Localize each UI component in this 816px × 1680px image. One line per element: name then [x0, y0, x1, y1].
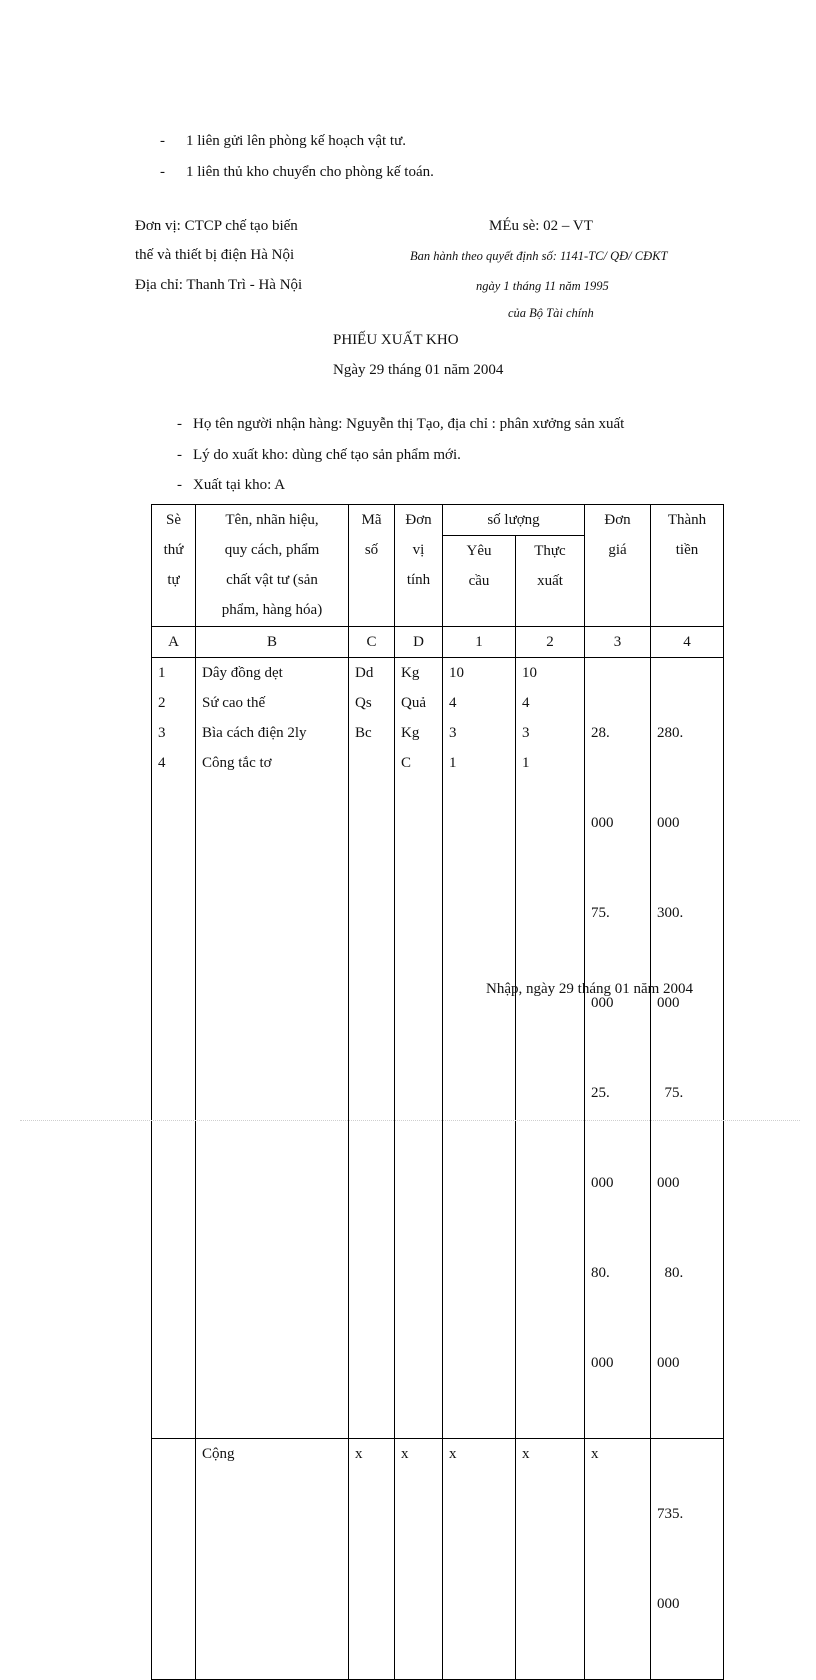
col-number-2: 2: [516, 627, 585, 658]
header-row-1: [152, 505, 724, 536]
item-price-line: 75.: [591, 905, 610, 921]
item-stt: 1: [158, 665, 166, 681]
item-price-line: 25.: [591, 1085, 610, 1101]
sum-label: Cộng: [196, 1439, 349, 1680]
sum-unit-x: x: [395, 1439, 443, 1680]
form-code: MÉu sè: 02 – VT: [489, 218, 593, 234]
item-name: Công tắc tơ: [202, 755, 272, 771]
page-bottom-divider: [20, 1120, 800, 1121]
sum-row: [152, 1439, 724, 1680]
bullet-dash-1: -: [160, 133, 165, 149]
header-actual: Thực xuất: [516, 536, 585, 627]
item-requested: 1: [449, 755, 457, 771]
header-unit: Đơn vị tính: [395, 505, 443, 627]
item-total-line: 000: [657, 1355, 680, 1371]
items-code-cell: [349, 658, 395, 1439]
item-actual: 4: [522, 695, 530, 711]
item-requested: 10: [449, 665, 464, 681]
item-price-line: 000: [591, 1355, 614, 1371]
items-actual-cell: [516, 658, 585, 1439]
item-name: Dây đồng dẹt: [202, 665, 283, 681]
bullet-dash-2: -: [160, 164, 165, 180]
sum-stt-cell: [152, 1439, 196, 1680]
header-code: Mã số: [349, 505, 395, 627]
item-unit: Kg: [401, 725, 420, 741]
item-code: Dd: [355, 665, 374, 681]
info-warehouse: Xuất tại kho: A: [193, 477, 286, 493]
sum-total-line: 000: [657, 1596, 680, 1612]
items-name-cell: [196, 658, 349, 1439]
header-total: Thành tiền: [651, 505, 724, 627]
header-stt: Sè thứ tự: [152, 505, 196, 627]
item-total-line: 000: [657, 815, 680, 831]
col-number-3: 3: [585, 627, 651, 658]
sum-total-line: 735.: [657, 1506, 684, 1522]
item-actual: 10: [522, 665, 537, 681]
sum-total-cell: [651, 1439, 724, 1680]
item-total-line: 280.: [657, 725, 684, 741]
items-stt-cell: [152, 658, 196, 1439]
item-total-line: 75.: [657, 1085, 684, 1101]
header-name: Tên, nhãn hiệu, quy cách, phẩm chất vật tư (sản phẩm, hàng hóa): [196, 505, 349, 627]
item-actual: 3: [522, 725, 530, 741]
bullet-text-2: 1 liên thủ kho chuyển cho phòng kế toán.: [186, 164, 434, 180]
footer-date: Nhập, ngày 29 tháng 01 năm 2004: [486, 981, 694, 997]
item-price-line: 000: [591, 1175, 614, 1191]
sum-requested-x: x: [443, 1439, 516, 1680]
item-price-line: 000: [591, 815, 614, 831]
page-title: PHIẾU XUẤT KHO: [333, 332, 459, 348]
item-total-line: 80.: [657, 1265, 684, 1281]
info-reason: Lý do xuất kho: dùng chế tạo sản phẩm mới.: [193, 447, 461, 463]
info-dash-2: -: [177, 447, 182, 463]
info-dash-3: -: [177, 477, 182, 493]
info-receiver: Họ tên người nhận hàng: Nguyễn thị Tạo, địa chỉ : phân xưởng sản xuất: [193, 416, 625, 432]
column-letter-row: [152, 627, 724, 658]
document-date: Ngày 29 tháng 01 năm 2004: [333, 362, 504, 378]
item-price-line: 80.: [591, 1265, 610, 1281]
company-unit-line1: Đơn vị: CTCP chế tạo biến: [135, 218, 298, 234]
items-price-cell: [585, 658, 651, 1439]
item-total-line: 000: [657, 995, 680, 1011]
item-name: Sứ cao thế: [202, 695, 266, 711]
item-stt: 4: [158, 755, 166, 771]
item-requested: 4: [449, 695, 457, 711]
item-price-line: 000: [591, 995, 614, 1011]
col-letter-a: A: [152, 627, 196, 658]
items-row: [152, 658, 724, 1439]
item-unit: Kg: [401, 665, 420, 681]
item-stt: 3: [158, 725, 166, 741]
item-name: Bìa cách điện 2ly: [202, 725, 307, 741]
item-actual: 1: [522, 755, 530, 771]
items-unit-cell: [395, 658, 443, 1439]
header-requested: Yêu cầu: [443, 536, 516, 627]
items-requested-cell: [443, 658, 516, 1439]
company-unit-line2: thế và thiết bị điện Hà Nội: [135, 247, 295, 263]
col-letter-d: D: [395, 627, 443, 658]
item-requested: 3: [449, 725, 457, 741]
item-unit: C: [401, 755, 412, 771]
item-total-line: 300.: [657, 905, 684, 921]
header-price: Đơn giá: [585, 505, 651, 627]
goods-table: [151, 504, 724, 1680]
item-unit: Quả: [401, 695, 426, 711]
item-price-line: 28.: [591, 725, 610, 741]
sum-code-x: x: [349, 1439, 395, 1680]
company-address: Địa chỉ: Thanh Trì - Hà Nội: [135, 277, 303, 293]
item-total-line: 000: [657, 1175, 680, 1191]
item-code: Qs: [355, 695, 372, 711]
form-decision-line1: Ban hành theo quyết định số: 1141-TC/ QĐ/ CĐKT: [410, 249, 668, 263]
item-stt: 2: [158, 695, 166, 711]
sum-price-x: x: [585, 1439, 651, 1680]
items-total-cell: [651, 658, 724, 1439]
col-number-4: 4: [651, 627, 724, 658]
header-quantity: số lượng: [443, 505, 585, 536]
form-decision-line3: của Bộ Tài chính: [508, 306, 594, 320]
form-decision-line2: ngày 1 tháng 11 năm 1995: [476, 279, 609, 293]
item-code: Bc: [355, 725, 372, 741]
col-number-1: 1: [443, 627, 516, 658]
sum-actual-x: x: [516, 1439, 585, 1680]
bullet-text-1: 1 liên gửi lên phòng kế hoạch vật tư.: [186, 133, 406, 149]
col-letter-c: C: [349, 627, 395, 658]
col-letter-b: B: [196, 627, 349, 658]
info-dash-1: -: [177, 416, 182, 432]
